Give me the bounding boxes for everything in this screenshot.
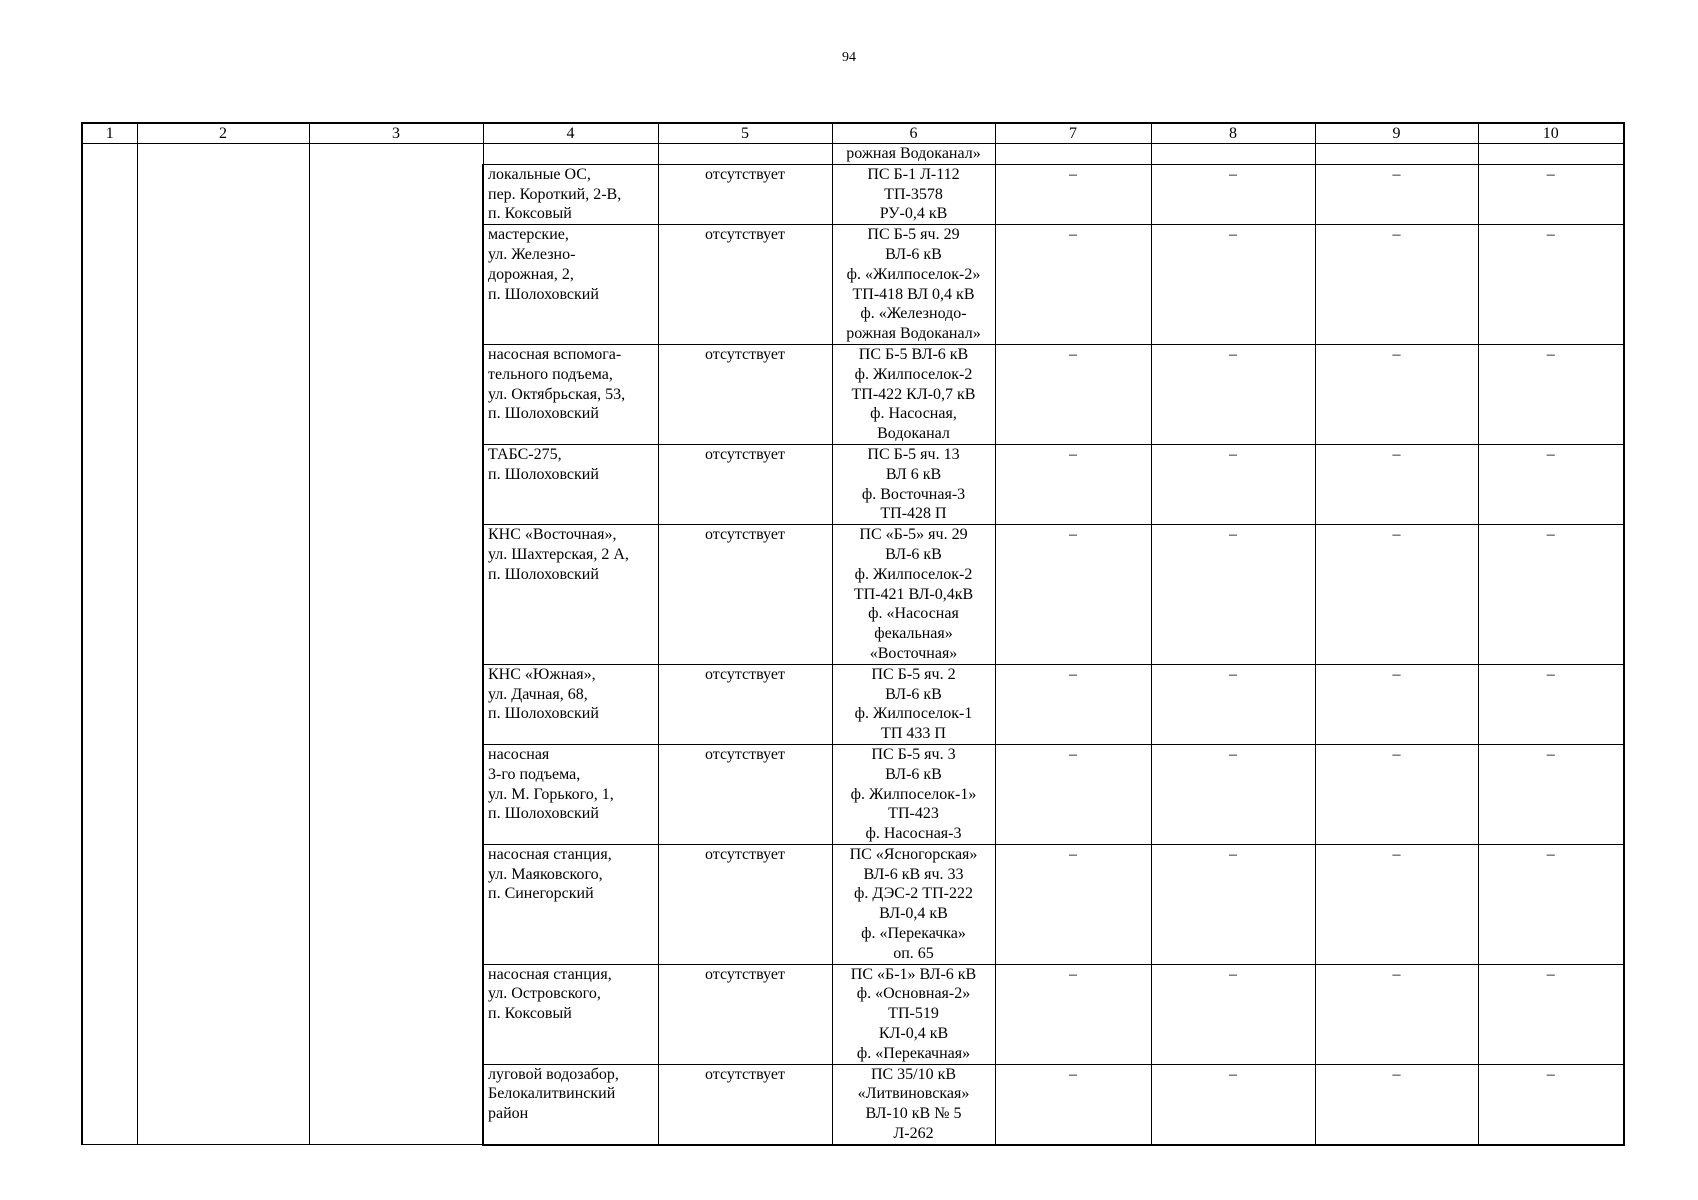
cell-col7: –: [995, 225, 1151, 345]
cell-col6: ПС Б-1 Л-112 ТП-3578 РУ-0,4 кВ: [832, 164, 995, 224]
header-cell-5: 5: [658, 123, 832, 144]
cell-col10: –: [1478, 744, 1624, 844]
cell-col6: ПС Б-5 яч. 2 ВЛ-6 кВ ф. Жилпоселок-1 ТП 433 П: [832, 664, 995, 744]
merged-cell-col1: [82, 144, 137, 1145]
cell-col7: –: [995, 344, 1151, 444]
cell-col8: [1151, 144, 1315, 165]
cell-col10: [1478, 144, 1624, 165]
cell-col9: –: [1315, 964, 1478, 1064]
cell-col10: –: [1478, 225, 1624, 345]
cell-col9: –: [1315, 664, 1478, 744]
cell-col7: –: [995, 525, 1151, 665]
cell-col6: ПС Б-5 ВЛ-6 кВ ф. Жилпоселок-2 ТП-422 КЛ-0,7 кВ ф. Насосная, Водоканал: [832, 344, 995, 444]
header-cell-3: 3: [309, 123, 483, 144]
cell-col6: ПС 35/10 кВ «Литвиновская» ВЛ-10 кВ № 5 Л-262: [832, 1064, 995, 1145]
cell-col6: ПС «Б-5» яч. 29 ВЛ-6 кВ ф. Жилпоселок-2 ТП-421 ВЛ-0,4кВ ф. «Насосная фекальная» «Восточная»: [832, 525, 995, 665]
cell-col4: насосная вспомога- тельного подъема, ул. Октябрьская, 53, п. Шолоховский: [483, 344, 658, 444]
cell-col7: –: [995, 964, 1151, 1064]
cell-col8: –: [1151, 164, 1315, 224]
cell-col4: [483, 144, 658, 165]
cell-col5: [658, 144, 832, 165]
cell-col7: [995, 144, 1151, 165]
cell-col5: отсутствует: [658, 664, 832, 744]
cell-col6: ПС Б-5 яч. 29 ВЛ-6 кВ ф. «Жилпоселок-2» ТП-418 ВЛ 0,4 кВ ф. «Железнодо- рожная Водоканал»: [832, 225, 995, 345]
cell-col8: –: [1151, 964, 1315, 1064]
cell-col4: КНС «Южная», ул. Дачная, 68, п. Шолоховский: [483, 664, 658, 744]
cell-col9: –: [1315, 344, 1478, 444]
cell-col10: –: [1478, 164, 1624, 224]
cell-col10: –: [1478, 844, 1624, 964]
cell-col6: рожная Водоканал»: [832, 144, 995, 165]
cell-col5: отсутствует: [658, 525, 832, 665]
header-cell-8: 8: [1151, 123, 1315, 144]
header-cell-10: 10: [1478, 123, 1624, 144]
cell-col10: –: [1478, 964, 1624, 1064]
cell-col8: –: [1151, 844, 1315, 964]
cell-col8: –: [1151, 225, 1315, 345]
cell-col6: ПС «Б-1» ВЛ-6 кВ ф. «Основная-2» ТП-519 КЛ-0,4 кВ ф. «Перекачная»: [832, 964, 995, 1064]
header-row: [82, 123, 1624, 144]
cell-col4: КНС «Восточная», ул. Шахтерская, 2 А, п. Шолоховский: [483, 525, 658, 665]
cell-col6: ПС Б-5 яч. 3 ВЛ-6 кВ ф. Жилпоселок-1» ТП-423 ф. Насосная-3: [832, 744, 995, 844]
header-cell-6: 6: [832, 123, 995, 144]
cell-col5: отсутствует: [658, 164, 832, 224]
cell-col5: отсутствует: [658, 1064, 832, 1145]
merged-cell-col3: [309, 144, 483, 1145]
header-cell-1: 1: [82, 123, 137, 144]
cell-col8: –: [1151, 664, 1315, 744]
cell-col9: [1315, 144, 1478, 165]
cell-col5: отсутствует: [658, 444, 832, 524]
cell-col4: луговой водозабор, Белокалитвинский район: [483, 1064, 658, 1145]
cell-col5: отсутствует: [658, 344, 832, 444]
cell-col9: –: [1315, 525, 1478, 665]
cell-col4: локальные ОС, пер. Короткий, 2-В, п. Коксовый: [483, 164, 658, 224]
cell-col8: –: [1151, 444, 1315, 524]
cell-col9: –: [1315, 1064, 1478, 1145]
cell-col4: мастерские, ул. Железно- дорожная, 2, п. Шолоховский: [483, 225, 658, 345]
cell-col4: насосная станция, ул. Маяковского, п. Синегорский: [483, 844, 658, 964]
cell-col7: –: [995, 444, 1151, 524]
cell-col9: –: [1315, 744, 1478, 844]
cell-col5: отсутствует: [658, 964, 832, 1064]
header-cell-4: 4: [483, 123, 658, 144]
cell-col4: насосная станция, ул. Островского, п. Коксовый: [483, 964, 658, 1064]
cell-col10: –: [1478, 525, 1624, 665]
cell-col9: –: [1315, 225, 1478, 345]
cell-col5: отсутствует: [658, 844, 832, 964]
cell-col6: ПС Б-5 яч. 13 ВЛ 6 кВ ф. Восточная-3 ТП-428 П: [832, 444, 995, 524]
cell-col10: –: [1478, 344, 1624, 444]
cell-col7: –: [995, 664, 1151, 744]
cell-col4: насосная 3-го подъема, ул. М. Горького, 1, п. Шолоховский: [483, 744, 658, 844]
cell-col7: –: [995, 164, 1151, 224]
cell-col9: –: [1315, 444, 1478, 524]
cell-col5: отсутствует: [658, 225, 832, 345]
cell-col7: –: [995, 844, 1151, 964]
cell-col7: –: [995, 744, 1151, 844]
cell-col10: –: [1478, 1064, 1624, 1145]
page-number: 94: [842, 50, 856, 65]
header-cell-2: 2: [137, 123, 309, 144]
cell-col9: –: [1315, 164, 1478, 224]
cell-col6: ПС «Ясногорская» ВЛ-6 кВ яч. 33 ф. ДЭС-2 ТП-222 ВЛ-0,4 кВ ф. «Перекачка» оп. 65: [832, 844, 995, 964]
header-cell-9: 9: [1315, 123, 1478, 144]
merged-cell-col2: [137, 144, 309, 1145]
cell-col10: –: [1478, 444, 1624, 524]
cell-col8: –: [1151, 744, 1315, 844]
cell-col8: –: [1151, 344, 1315, 444]
cell-col10: –: [1478, 664, 1624, 744]
cell-col5: отсутствует: [658, 744, 832, 844]
cell-col8: –: [1151, 1064, 1315, 1145]
cell-col8: –: [1151, 525, 1315, 665]
cell-col7: –: [995, 1064, 1151, 1145]
header-cell-7: 7: [995, 123, 1151, 144]
infrastructure-table: [81, 122, 1625, 1146]
continuation-row: [82, 144, 1624, 165]
cell-col4: ТАБС-275, п. Шолоховский: [483, 444, 658, 524]
cell-col9: –: [1315, 844, 1478, 964]
